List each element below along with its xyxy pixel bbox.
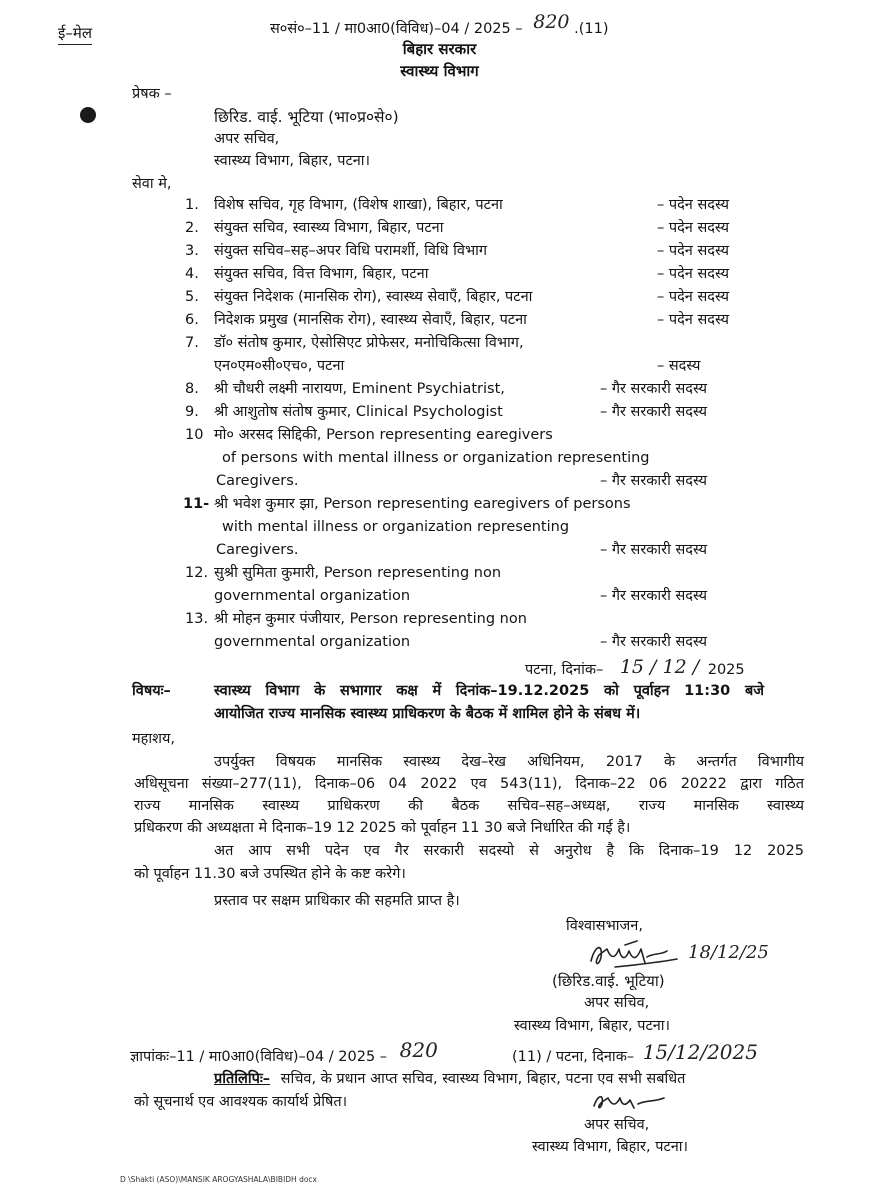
memo-line [130,1038,438,1066]
copy-label: प्रतिलिपिः– [214,1071,271,1087]
recipient-item-continued [0,519,879,541]
recipient-role: – गैर सरकारी सदस्य [600,381,708,397]
letter-number-text: स०सं०–11 / मा0आ0(विविध)–04 / 2025 – [270,21,523,37]
recipient-number: 12. [185,565,209,581]
recipient-number: 9. [185,404,199,420]
signature-date: 18/12/25 [688,942,769,963]
recipient-text: विशेष सचिव, गृह विभाग, (विशेष शाखा), बिहार, पटना [214,197,503,213]
recipient-text: Caregivers. [216,473,299,489]
recipient-item [0,404,879,426]
recipient-role: – पदेन सदस्य [657,243,730,259]
paragraph-3: प्रस्ताव पर सक्षम प्राधिकार की सहमति प्राप्त है। [214,893,460,909]
handwritten-memo-number: 820 [399,1038,438,1062]
memo-date-block [512,1042,758,1066]
recipient-text: संयुक्त निदेशक (मानसिक रोग), स्वास्थ्य सेवाएँ, बिहार, पटना [214,289,533,305]
recipient-item [0,197,879,219]
recipient-item [0,312,879,334]
recipient-role: – पदेन सदस्य [657,312,730,328]
recipient-item-continued [0,588,879,610]
recipient-text: निदेशक प्रमुख (मानसिक रोग), स्वास्थ्य सेवाएँ, बिहार, पटना [214,312,527,328]
sender-label: प्रेषक – [132,86,172,102]
recipient-item-continued [0,358,879,380]
subject-line-2: आयोजित राज्य मानसिक स्वास्थ्य प्राधिकरण के बैठक में शामिल होने के संबध में। [214,706,641,722]
recipient-number: 4. [185,266,199,282]
signatory-office: स्वास्थ्य विभाग, बिहार, पटना। [514,1018,671,1034]
paragraph-1-line-4: प्रधिकरण की अध्यक्षता मे दिनाक–19 12 2025 को पूर्वाहन 11 30 बजे निर्धारित की गई है। [134,820,631,836]
recipient-number: 10 [185,427,204,443]
sender-name: छिरिड. वाई. भूटिया (भा०प्र०से०) [214,108,399,126]
recipient-role: – पदेन सदस्य [657,220,730,236]
copy-signature-scribble [590,1088,670,1114]
govt-name: बिहार सरकार [402,40,477,58]
recipient-role: – गैर सरकारी सदस्य [600,404,708,420]
recipient-text: Caregivers. [216,542,299,558]
recipient-item [0,427,879,449]
recipient-item [0,381,879,403]
paragraph-2-line-1: अत आप सभी पदेन एव गैर सरकारी सदस्यो से अनुरोध है कि दिनाक–19 12 2025 [214,843,804,859]
recipient-item-continued [0,542,879,564]
signatory-name: (छिरिड.वाई. भूटिया) [552,972,665,990]
recipient-item-continued [0,473,879,495]
salutation: महाशय, [132,731,176,747]
recipient-text: श्री मोहन कुमार पंजीयार, Person representing non [214,611,527,627]
hole-punch-mark [80,107,96,123]
recipient-item [0,289,879,311]
recipient-text: governmental organization [214,588,411,604]
recipient-item [0,496,879,518]
copy-line-2: को सूचनार्थ एव आवश्यक कार्यार्थ प्रेषित। [134,1094,348,1110]
recipient-role: – गैर सरकारी सदस्य [600,473,708,489]
recipient-role: – गैर सरकारी सदस्य [600,634,708,650]
recipient-number: 8. [185,381,199,397]
subject-line-1: स्वास्थ्य विभाग के सभागार कक्ष में दिनांक–19.12.2025 को पूर्वाहन 11:30 बजे [214,683,764,699]
recipient-role: – पदेन सदस्य [657,289,730,305]
recipient-number: 5. [185,289,199,305]
letter-number [270,11,609,39]
copy-designation: अपर सचिव, [584,1117,650,1133]
handwritten-date: 15 / 12 / [619,656,700,678]
recipient-role: – पदेन सदस्य [657,266,730,282]
memo-number-text: ज्ञापांकः–11 / मा0आ0(विविध)–04 / 2025 – [130,1049,388,1065]
recipient-text: एन०एम०सी०एच०, पटना [214,358,345,374]
signatory-designation: अपर सचिव, [584,995,650,1011]
paragraph-1-line-3: राज्य मानसिक स्वास्थ्य प्राधिकरण की बैठक सचिव–सह–अध्यक्ष, राज्य मानसिक स्वास्थ्य [134,798,804,814]
recipient-number: 6. [185,312,199,328]
recipient-text: सुश्री सुमिता कुमारी, Person representing non [214,565,502,581]
recipient-item [0,565,879,587]
handwritten-memo-date: 15/12/2025 [642,1040,758,1064]
copy-text: सचिव, के प्रधान आप्त सचिव, स्वास्थ्य विभाग, बिहार, पटना एव सभी सबधित [280,1071,686,1087]
recipients-label: सेवा मे, [132,176,172,192]
paragraph-2-line-2: को पूर्वाहन 11.30 बजे उपस्थित होने के कष्ट करेगे। [134,866,406,882]
recipient-number: 7. [185,335,199,351]
copy-office: स्वास्थ्य विभाग, बिहार, पटना। [532,1139,689,1155]
closing: विश्वासभाजन, [566,918,643,934]
date-year: 2025 [707,662,745,678]
recipient-text: with mental illness or organization representing [222,519,570,535]
recipient-number: 3. [185,243,199,259]
paragraph-1-line-2: अधिसूचना संख्या–277(11), दिनाक–06 04 2022 एव 543(11), दिनाक–22 06 20222 द्वारा गठित [134,776,804,792]
recipient-number: 1. [185,197,199,213]
sender-office: स्वास्थ्य विभाग, बिहार, पटना। [214,153,371,169]
recipient-item [0,243,879,265]
recipient-text: संयुक्त सचिव, स्वास्थ्य विभाग, बिहार, पटना [214,220,444,236]
footer-file-path: D \Shakti (ASO)\MANSIK AROGYASHALA\BIBIDH docx [120,1175,317,1184]
recipient-text: संयुक्त सचिव–सह–अपर विधि परामर्शी, विधि विभाग [214,243,488,259]
date-label: पटना, दिनांक– [525,662,604,678]
recipient-item-continued [0,634,879,656]
memo-date-label: (11) / पटना, दिनाक– [512,1049,635,1065]
recipient-item [0,220,879,242]
recipient-text: of persons with mental illness or organization representing [222,450,650,466]
recipient-text: मो० अरसद सिद्दिकी, Person representing earegivers [214,427,553,443]
email-tag-text: ई–मेल [58,24,93,42]
recipient-text: श्री चौधरी लक्ष्मी नारायण, Eminent Psychiatrist, [214,381,505,397]
handwritten-letter-number: 820 [533,11,570,33]
recipient-text: डॉ० संतोष कुमार, ऐसोसिएट प्रोफेसर, मनोचिकित्सा विभाग, [214,335,524,351]
recipient-text: श्री भवेश कुमार झा, Person representing earegivers of persons [214,496,631,512]
subject-label: विषयः– [132,683,171,699]
sender-designation: अपर सचिव, [214,131,280,147]
date-line [525,657,745,680]
recipient-role: – पदेन सदस्य [657,197,730,213]
dept-name: स्वास्थ्य विभाग [400,62,479,80]
recipient-text: संयुक्त सचिव, वित्त विभाग, बिहार, पटना [214,266,429,282]
letter-number-suffix: .(11) [574,21,609,37]
recipient-role: – गैर सरकारी सदस्य [600,542,708,558]
recipient-item [0,611,879,633]
recipient-role: – गैर सरकारी सदस्य [600,588,708,604]
paragraph-1-line-1: उपर्युक्त विषयक मानसिक स्वास्थ्य देख–रेख अधिनियम, 2017 के अन्तर्गत विभागीय [214,754,804,770]
signature-scribble [585,935,685,975]
recipient-item [0,266,879,288]
recipient-number: 13. [185,611,209,627]
copy-line-1 [214,1071,685,1088]
recipient-text: governmental organization [214,634,411,650]
recipient-number: 11- [183,496,210,512]
recipient-role: – सदस्य [657,358,701,374]
recipient-item-continued [0,450,879,472]
recipient-item [0,335,879,357]
recipient-number: 2. [185,220,199,236]
recipient-text: श्री आशुतोष संतोष कुमार, Clinical Psychologist [214,404,503,420]
